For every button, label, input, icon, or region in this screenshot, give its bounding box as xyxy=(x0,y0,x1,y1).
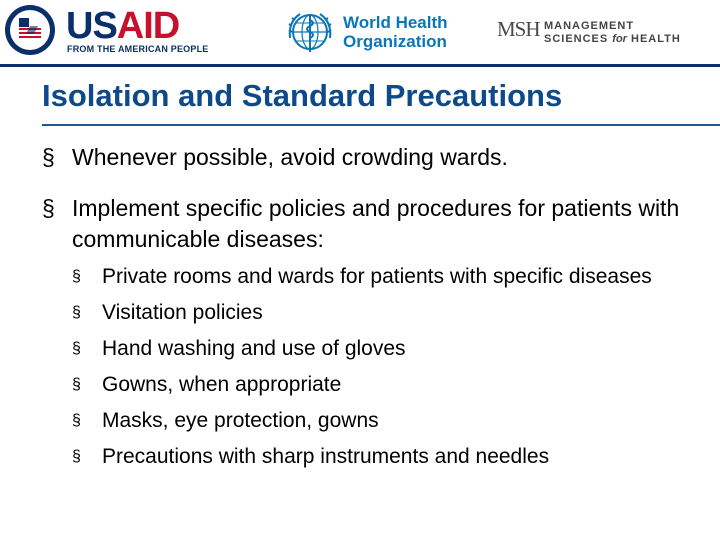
sub-bullet-item: § Masks, eye protection, gowns xyxy=(72,407,682,435)
usaid-seal-icon xyxy=(4,4,56,56)
sub-bullet-item: § Hand washing and use of gloves xyxy=(72,335,682,363)
bullet-marker: § xyxy=(72,448,81,465)
who-emblem-icon xyxy=(286,8,334,56)
logo-bar xyxy=(0,0,720,62)
bullet-item: § Implement specific policies and procedures for patients with communicable diseases: xyxy=(42,195,680,252)
sub-bullet-item: § Visitation policies xyxy=(72,299,682,327)
bullet-marker: § xyxy=(72,412,81,429)
bullet-marker: § xyxy=(72,304,81,321)
bullet-item: § Whenever possible, avoid crowding wards. xyxy=(42,142,682,173)
slide-body xyxy=(42,136,682,471)
usaid-wordmark: USAID xyxy=(66,5,180,47)
bullet-marker: § xyxy=(42,144,55,170)
bullet-marker: § xyxy=(72,268,81,285)
bullet-marker: § xyxy=(42,195,55,221)
msh-mark: MSH xyxy=(497,17,540,41)
sub-bullet-item: § Private rooms and wards for patients with specific diseases xyxy=(72,263,682,291)
bullet-marker: § xyxy=(72,376,81,393)
title-underline xyxy=(42,124,720,126)
sub-bullet-list xyxy=(42,263,682,471)
usaid-tagline: FROM THE AMERICAN PEOPLE xyxy=(67,44,209,54)
bullet-marker: § xyxy=(72,340,81,357)
msh-wordmark: MANAGEMENT SCIENCES for HEALTH xyxy=(544,20,681,45)
slide-title: Isolation and Standard Precautions xyxy=(42,78,563,113)
who-wordmark: World Health Organization xyxy=(343,13,448,51)
header-divider xyxy=(0,64,720,67)
sub-bullet-item: § Precautions with sharp instruments and needles xyxy=(72,443,682,471)
sub-bullet-item: § Gowns, when appropriate xyxy=(72,371,682,399)
